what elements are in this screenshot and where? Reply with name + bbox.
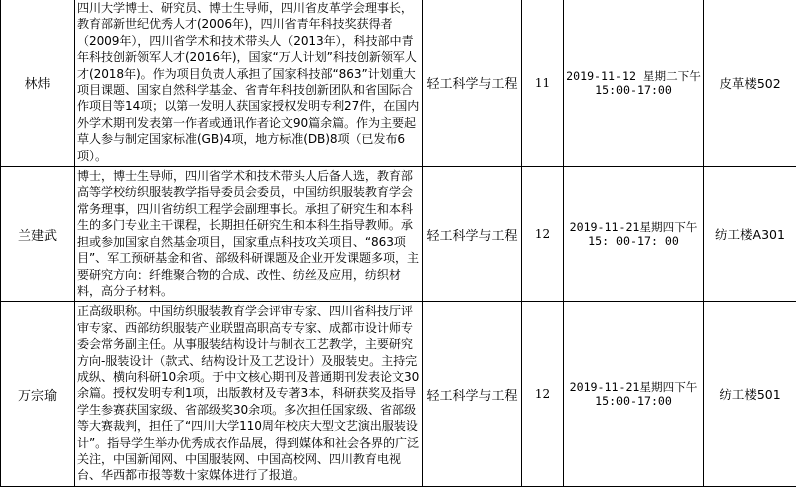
speaker-name: 林炜 — [1, 0, 75, 167]
lecture-hours: 15:00-17:00 — [595, 83, 672, 97]
table-row — [1, 0, 796, 167]
table-row — [1, 302, 796, 486]
count: 12 — [522, 167, 564, 302]
department: 轻工科学与工程 — [423, 167, 522, 302]
lecture-date: 2019-11-12 星期二下午 — [566, 69, 701, 83]
lecture-location: 纺工楼A301 — [704, 167, 796, 302]
lecture-time — [564, 0, 704, 167]
lecture-time — [564, 302, 704, 486]
speaker-name: 兰建武 — [1, 167, 75, 302]
speaker-description: 博士，博士生导师，四川省学术和技术带头人后备人选，教育部高等学校纺织服装教学指导委员会委员，中国纺织服装教育学会常务理事，四川省纺织工程学会副理事长。承担了研究生和本科生的多门专业主干课程，长期担任研究生和本科生指导教师。承担或参加国家自然基金项目，国家重点科技攻关项目、“863项目”、军工预研基金和省、部级科研课题及企业开发课题多项，主要研究方向：纤维聚合物的合成、改性、纺丝及应用，纺织材料，高分子材料。 — [75, 167, 423, 302]
count: 11 — [522, 0, 564, 167]
speaker-name: 万宗瑜 — [1, 302, 75, 486]
lecture-hours: 15: 00-17: 00 — [588, 234, 679, 248]
department: 轻工科学与工程 — [423, 0, 522, 167]
lecture-date: 2019-11-21星期四下午 — [570, 220, 698, 234]
lecture-time — [564, 167, 704, 302]
lecture-date: 2019-11-21星期四下午 — [570, 380, 698, 394]
lecture-location: 纺工楼501 — [704, 302, 796, 486]
lecture-hours: 15:00-17:00 — [595, 394, 672, 408]
table-row — [1, 167, 796, 302]
speaker-description: 正高级职称。中国纺织服装教育学会评审专家、四川省科技厅评审专家、西部纺织服装产业联盟高职高专专家、成都市设计师专委会常务副主任。从事服装结构设计与制衣工艺教学，主要研究方向-服装设计（款式、结构设计及工艺设计）及服装史。主持完成纵、横向科研10余项。于中文核心期刊及普通期刊发表论文30余篇。授权发明专利1项，出版教材及专著3本，科研获奖及指导学生参赛获国家级、省部级奖30余项。多次担任国家级、省部级等大赛裁判，担任了“四川大学110周年校庆大型文艺演出服装设计”。指导学生举办优秀成衣作品展，得到媒体和社会各界的广泛关注，中国新闻网、中国服装网、中国高校网、四川教育电视台、华西都市报等数十家媒体进行了报道。 — [75, 302, 423, 486]
count: 12 — [522, 302, 564, 486]
speaker-description: 四川大学博士、研究员、博士生导师，四川省皮革学会理事长，教育部新世纪优秀人才(2006年)，四川省青年科技奖获得者（2009年），四川省学术和技术带头人（2013年），科技部中青年科技创新领军人才(2016年)，国家“万人计划”科技创新领军人才(2018年)。作为项目负责人承担了国家科技部“863”计划重大项目课题、国家自然科学基金、省青年科技创新团队和省国际合作项目等14项；以第一发明人获国家授权发明专利27件，在国内外学术期刊发表第一作者或通讯作者论文90篇余篇。作为主要起草人参与制定国家标准(GB)4项，地方标准(DB)8项（已发布6项）。 — [75, 0, 423, 167]
department: 轻工科学与工程 — [423, 302, 522, 486]
lecture-location: 皮革楼502 — [704, 0, 796, 167]
